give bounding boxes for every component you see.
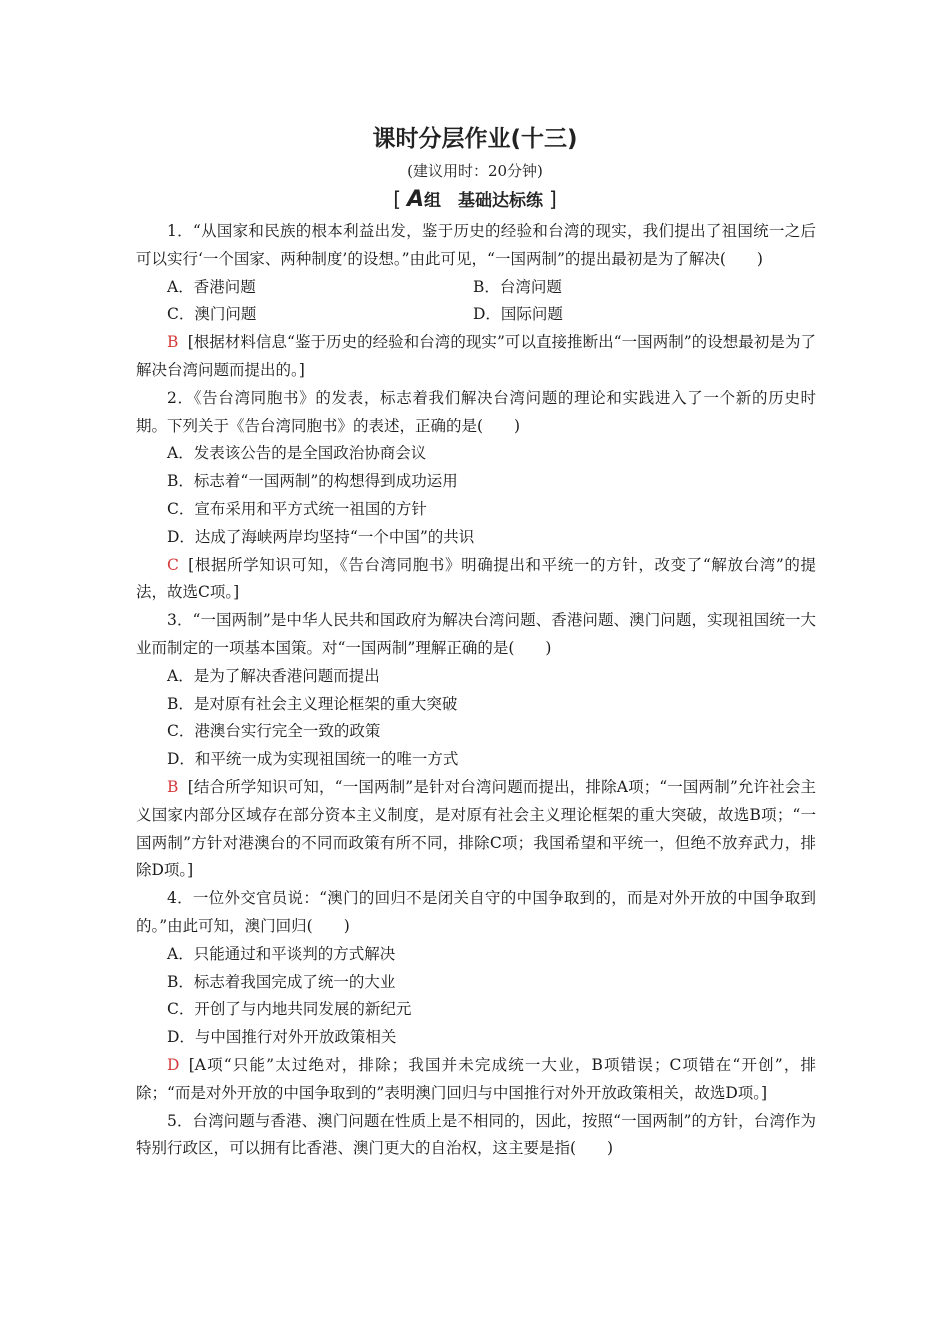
section-label: 组 基础达标练 bbox=[424, 191, 544, 211]
question-1-stem: 1．“从国家和民族的根本利益出发，鉴于历史的经验和台湾的现实，我们提出了祖国统一之后可以实行‘一个国家、两种制度’的设想。”由此可见，“一国两制”的提出最初是为了解决( ) bbox=[136, 222, 816, 268]
question-1-option-a: A．香港问题 bbox=[167, 277, 256, 296]
question-5-stem: 5．台湾问题与香港、澳门问题在性质上是不相同的，因此，按照“一国两制”的方针，台湾作为特别行政区，可以拥有比香港、澳门更大的自治权，这主要是指( ) bbox=[136, 1111, 816, 1158]
page-title: 课时分层作业(十三) bbox=[372, 126, 578, 152]
question-3-answer-key: B bbox=[167, 777, 179, 796]
question-1-option-c: C．澳门问题 bbox=[167, 305, 257, 324]
question-2-answer bbox=[136, 552, 816, 608]
question-2-stem: 2．《告台湾同胞书》的发表，标志着我们解决台湾问题的理论和实践进入了一个新的历史时期。下列关于《告台湾同胞书》的表述，正确的是( ) bbox=[136, 388, 816, 435]
question-1-option-b: B．台湾问题 bbox=[473, 277, 562, 296]
question-3-explanation: [结合所学知识可知，“一国两制”是针对台湾问题而提出，排除A项；“一国两制”允许社会主义国家内部分区域存在部分资本主义制度，是对原有社会主义理论框架的重大突破，故选B项；“一国两制”方针对港澳台的不同而政策有所不同，排除C项；我国希望和平统一，但绝不放弃武力，排除D项。] bbox=[136, 777, 816, 880]
question-4-answer bbox=[136, 1052, 816, 1108]
question-2-answer-key: C bbox=[167, 555, 179, 574]
question-2-explanation: [根据所学知识可知，《告台湾同胞书》明确提出和平统一的方针，改变了“解放台湾”的提法，故选C项。] bbox=[136, 555, 816, 602]
question-1-explanation: [根据材料信息“鉴于历史的经验和台湾的现实”可以直接推断出“一国两制”的设想最初是为了解决台湾问题而提出的。] bbox=[136, 333, 816, 379]
question-3-option-d: D．和平统一成为实现祖国统一的唯一方式 bbox=[167, 750, 459, 769]
question-3-option-a: A．是为了解决香港问题而提出 bbox=[167, 666, 380, 685]
question-4-stem: 4．一位外交官员说：“澳门的回归不是闭关自守的中国争取到的，而是对外开放的中国争取到的。”由此可知，澳门回归( ) bbox=[136, 889, 816, 935]
question-3-option-b: B．是对原有社会主义理论框架的重大突破 bbox=[167, 694, 458, 713]
question-2-option-b: B．标志着“一国两制”的构想得到成功运用 bbox=[167, 472, 458, 491]
question-1-option-d: D．国际问题 bbox=[473, 305, 563, 324]
section-bracket-close: ] bbox=[548, 187, 557, 211]
question-1-options-row-2 bbox=[136, 301, 816, 329]
section-header bbox=[0, 186, 950, 212]
question-4-answer-key: D bbox=[167, 1055, 180, 1074]
question-4-option-c: C．开创了与内地共同发展的新纪元 bbox=[167, 1000, 412, 1019]
suggested-time: (建议用时：20分钟) bbox=[407, 162, 543, 180]
question-4-explanation: [A项“只能”太过绝对，排除；我国并未完成统一大业，B项错误；C项错在“开创”，排除；“而是对外开放的中国争取到的”表明澳门回归与中国推行对外开放政策相关，故选D项。] bbox=[136, 1055, 816, 1102]
group-a-mark: A bbox=[406, 187, 425, 212]
question-2-option-d: D．达成了海峡两岸均坚持“一个中国”的共识 bbox=[167, 527, 475, 546]
question-3-answer bbox=[136, 774, 816, 885]
question-4-option-a: A．只能通过和平谈判的方式解决 bbox=[167, 944, 396, 963]
question-4-option-d: D．与中国推行对外开放政策相关 bbox=[167, 1028, 397, 1047]
question-1-options-row-1 bbox=[136, 274, 816, 302]
question-1-answer-key: B bbox=[167, 333, 179, 352]
question-list bbox=[136, 218, 816, 1163]
question-3-option-c: C．港澳台实行完全一致的政策 bbox=[167, 722, 381, 741]
question-1-answer bbox=[136, 329, 816, 385]
question-3-stem: 3．“一国两制”是中华人民共和国政府为解决台湾问题、香港问题、澳门问题，实现祖国统一大业而制定的一项基本国策。对“一国两制”理解正确的是( ) bbox=[136, 611, 816, 657]
question-4-option-b: B．标志着我国完成了统一的大业 bbox=[167, 972, 396, 991]
section-bracket-open: [ bbox=[393, 187, 402, 211]
question-2-option-a: A．发表该公告的是全国政治协商会议 bbox=[167, 444, 427, 463]
question-2-option-c: C．宣布采用和平方式统一祖国的方针 bbox=[167, 499, 427, 518]
